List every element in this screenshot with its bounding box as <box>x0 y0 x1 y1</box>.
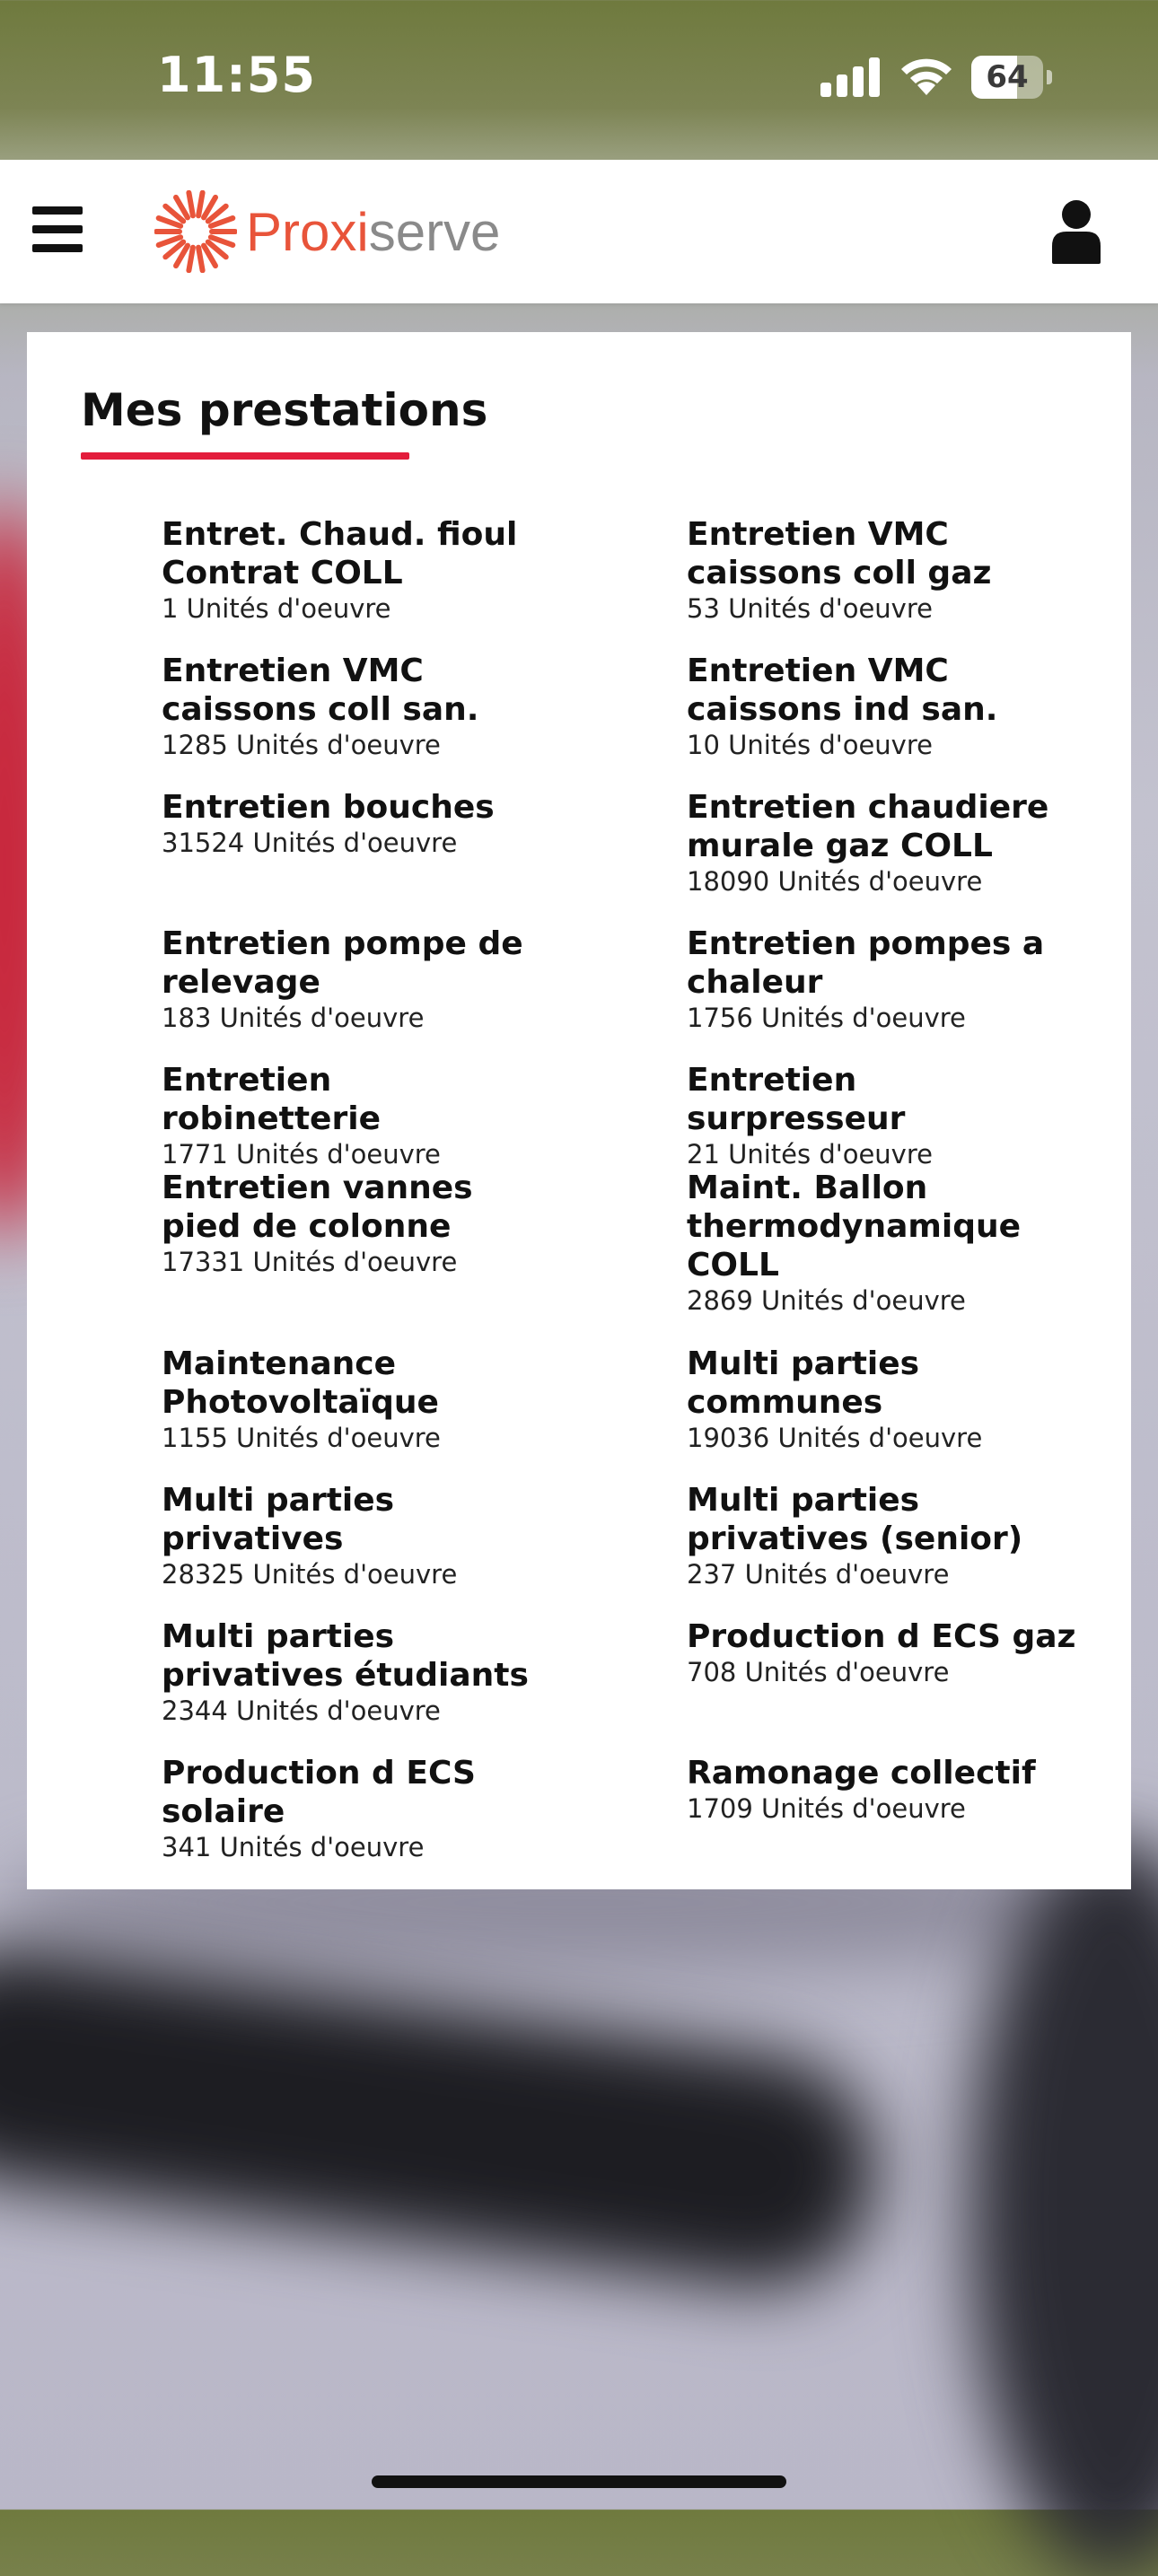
prestation-name: Entretien surpresseur <box>687 1062 906 1137</box>
prestation-quantity: 183 Unités d'oeuvre <box>162 1003 425 1033</box>
prestation-item <box>687 1754 1082 1825</box>
prestation-item <box>687 924 1082 1034</box>
prestation-item <box>162 1481 557 1590</box>
status-time: 11:55 <box>157 47 316 103</box>
prestation-name: Production d ECS solaire <box>162 1755 476 1830</box>
prestation-name: Entret. Chaud. fioul Contrat COLL <box>162 516 518 591</box>
prestation-quantity: 1155 Unités d'oeuvre <box>162 1423 441 1453</box>
prestation-quantity: 1709 Unités d'oeuvre <box>687 1793 966 1824</box>
prestation-name: Entretien vannes pied de colonne <box>162 1170 473 1245</box>
prestation-item <box>162 1169 557 1278</box>
prestation-name: Entretien pompes a chaleur <box>687 925 1045 1001</box>
prestation-item <box>162 788 557 859</box>
prestation-item <box>687 515 1082 625</box>
prestation-quantity: 19036 Unités d'oeuvre <box>687 1423 983 1453</box>
prestation-quantity: 1756 Unités d'oeuvre <box>687 1003 966 1033</box>
app-header <box>0 160 1158 303</box>
background-blur-dark <box>0 1934 891 2303</box>
prestation-item <box>687 652 1082 761</box>
prestation-item <box>162 652 557 761</box>
prestation-name: Entretien pompe de relevage <box>162 925 523 1001</box>
prestation-quantity: 28325 Unités d'oeuvre <box>162 1559 458 1590</box>
brand-name-part1: Proxi <box>246 202 369 262</box>
prestation-name: Multi parties privatives étudiants <box>162 1618 529 1694</box>
prestation-item <box>162 1754 557 1863</box>
prestations-card <box>27 332 1131 1889</box>
prestation-quantity: 341 Unités d'oeuvre <box>162 1832 425 1862</box>
prestation-quantity: 2344 Unités d'oeuvre <box>162 1695 441 1726</box>
prestation-quantity: 237 Unités d'oeuvre <box>687 1559 950 1590</box>
prestation-quantity: 18090 Unités d'oeuvre <box>687 866 983 897</box>
prestation-item <box>162 1061 557 1170</box>
brand-name <box>246 203 500 262</box>
status-bar <box>0 0 1158 160</box>
battery-level-text: 64 <box>986 59 1029 95</box>
hamburger-menu-icon[interactable] <box>32 206 83 253</box>
prestation-quantity: 708 Unités d'oeuvre <box>687 1657 950 1687</box>
prestation-name: Maint. Ballon thermodynamique COLL <box>687 1170 1022 1284</box>
prestation-quantity: 53 Unités d'oeuvre <box>687 593 933 624</box>
prestation-name: Entretien VMC caissons coll gaz <box>687 516 992 591</box>
brand-logo[interactable] <box>154 190 531 273</box>
prestation-quantity: 21 Unités d'oeuvre <box>687 1139 933 1170</box>
prestation-item <box>687 1169 1082 1317</box>
user-account-icon[interactable] <box>1050 199 1102 264</box>
prestation-quantity: 1771 Unités d'oeuvre <box>162 1139 441 1170</box>
prestation-item <box>687 788 1082 898</box>
prestation-item <box>687 1481 1082 1590</box>
prestation-name: Ramonage collectif <box>687 1755 1036 1792</box>
prestation-item <box>687 1617 1082 1688</box>
prestation-quantity: 1285 Unités d'oeuvre <box>162 730 441 760</box>
brand-name-part2: serve <box>368 202 501 262</box>
prestation-name: Entretien bouches <box>162 789 495 826</box>
prestation-name: Entretien VMC caissons coll san. <box>162 653 479 728</box>
prestation-quantity: 2869 Unités d'oeuvre <box>687 1285 966 1316</box>
home-indicator[interactable] <box>372 2475 786 2488</box>
proxiserve-logo-icon <box>154 190 237 273</box>
prestation-item <box>162 1345 557 1454</box>
prestation-item <box>687 1345 1082 1454</box>
battery-icon <box>971 56 1052 99</box>
prestation-item <box>162 1617 557 1727</box>
cellular-signal-icon <box>820 57 882 97</box>
prestation-item <box>162 924 557 1034</box>
prestation-name: Entretien chaudiere murale gaz COLL <box>687 789 1049 864</box>
title-underline <box>81 452 409 460</box>
prestation-quantity: 1 Unités d'oeuvre <box>162 593 391 624</box>
prestation-name: Entretien robinetterie <box>162 1062 381 1137</box>
page-title: Mes prestations <box>81 384 488 436</box>
prestation-name: Multi parties privatives (senior) <box>687 1482 1023 1557</box>
prestation-item <box>162 515 557 625</box>
prestation-name: Entretien VMC caissons ind san. <box>687 653 998 728</box>
prestation-quantity: 10 Unités d'oeuvre <box>687 730 933 760</box>
prestation-name: Maintenance Photovoltaïque <box>162 1345 439 1421</box>
prestation-quantity: 31524 Unités d'oeuvre <box>162 828 458 858</box>
prestation-item <box>687 1061 1082 1170</box>
prestation-name: Multi parties privatives <box>162 1482 395 1557</box>
prestation-quantity: 17331 Unités d'oeuvre <box>162 1247 458 1277</box>
prestation-name: Multi parties communes <box>687 1345 920 1421</box>
prestation-name: Production d ECS gaz <box>687 1618 1076 1655</box>
wifi-icon <box>898 54 955 97</box>
